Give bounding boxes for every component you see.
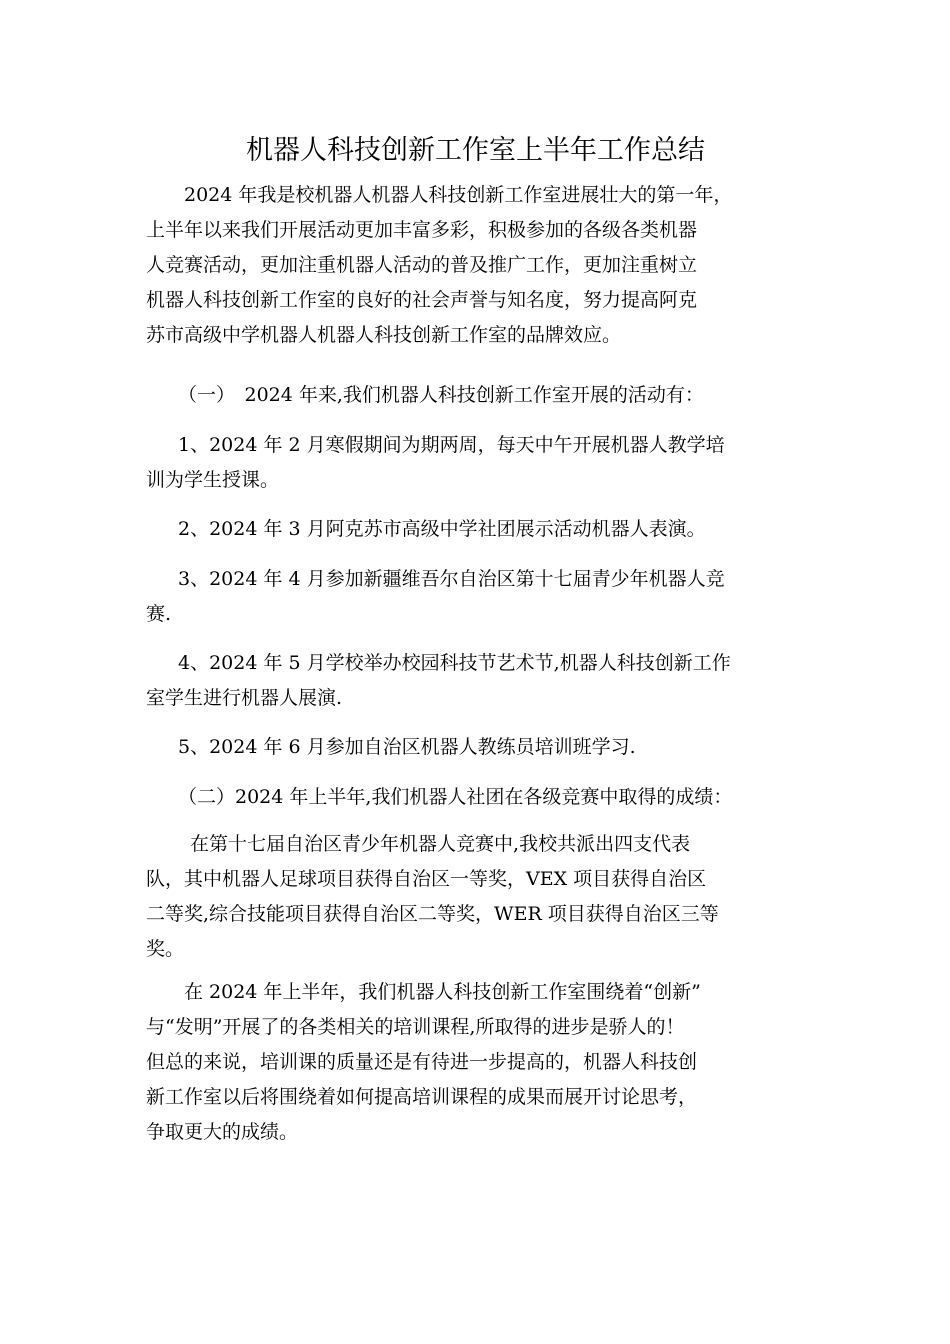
activity-item-line: 5、2024 年 6 月参加自治区机器人教练员培训班学习.: [178, 736, 636, 758]
conclusion-line: 在 2024 年上半年，我们机器人科技创新工作室围绕着“创新”: [146, 981, 701, 1003]
achievements-line: 在第十七届自治区青少年机器人竞赛中,我校共派出四支代表: [146, 833, 691, 855]
activity-item-line: 3、2024 年 4 月参加新疆维吾尔自治区第十七届青少年机器人竞: [178, 568, 725, 590]
activity-item-line: 2、2024 年 3 月阿克苏市高级中学社团展示活动机器人表演。: [178, 518, 706, 540]
intro-line: 2024 年我是校机器人机器人科技创新工作室进展壮大的第一年，: [146, 184, 733, 206]
conclusion-paragraph: [146, 975, 808, 1150]
activity-item-4: [146, 646, 808, 716]
conclusion-line: 争取更大的成绩。: [146, 1121, 299, 1143]
intro-line: 上半年以来我们开展活动更加丰富多彩，积极参加的各级各类机器: [146, 219, 698, 241]
section-heading-text: （一） 2024 年来,我们机器人科技创新工作室开展的活动有：: [178, 384, 704, 406]
conclusion-line: 但总的来说，培训课的质量还是有待进一步提高的，机器人科技创: [146, 1051, 698, 1073]
conclusion-line: 新工作室以后将围绕着如何提高培训课程的成果而展开讨论思考，: [146, 1086, 698, 1108]
activity-item-2: [146, 512, 808, 547]
activity-item-line: 室学生进行机器人展演.: [146, 687, 343, 709]
section-heading-text: （二）2024 年上半年,我们机器人社团在各级竞赛中取得的成绩：: [178, 786, 733, 808]
activity-item-5: [146, 730, 808, 765]
intro-line: 人竞赛活动，更加注重机器人活动的普及推广工作，更加注重树立: [146, 254, 698, 276]
activity-item-line: 训为学生授课。: [146, 469, 280, 491]
section-heading-2: [178, 780, 840, 815]
activity-item-line: 4、2024 年 5 月学校举办校园科技节艺术节,机器人科技创新工作: [178, 652, 731, 674]
intro-line: 机器人科技创新工作室的良好的社会声誉与知名度，努力提高阿克: [146, 289, 698, 311]
achievements-line: 队，其中机器人足球项目获得自治区一等奖，VEX 项目获得自治区: [146, 868, 707, 890]
section-heading-1: [178, 378, 840, 413]
activity-item-line: 1、2024 年 2 月寒假期间为期两周，每天中午开展机器人教学培: [178, 434, 725, 456]
intro-line: 苏市高级中学机器人机器人科技创新工作室的品牌效应。: [146, 324, 622, 346]
activity-item-1: [146, 428, 808, 498]
activity-item-3: [146, 562, 808, 632]
conclusion-line: 与“发明”开展了的各类相关的培训课程,所取得的进步是骄人的！: [146, 1016, 685, 1038]
intro-paragraph: [146, 178, 808, 353]
achievements-line: 二等奖,综合技能项目获得自治区二等奖，WER 项目获得自治区三等: [146, 903, 719, 925]
activity-item-line: 赛.: [146, 603, 172, 625]
achievements-line: 奖。: [146, 938, 185, 960]
achievements-paragraph: [146, 827, 808, 967]
document-title: 机器人科技创新工作室上半年工作总结: [246, 135, 705, 166]
